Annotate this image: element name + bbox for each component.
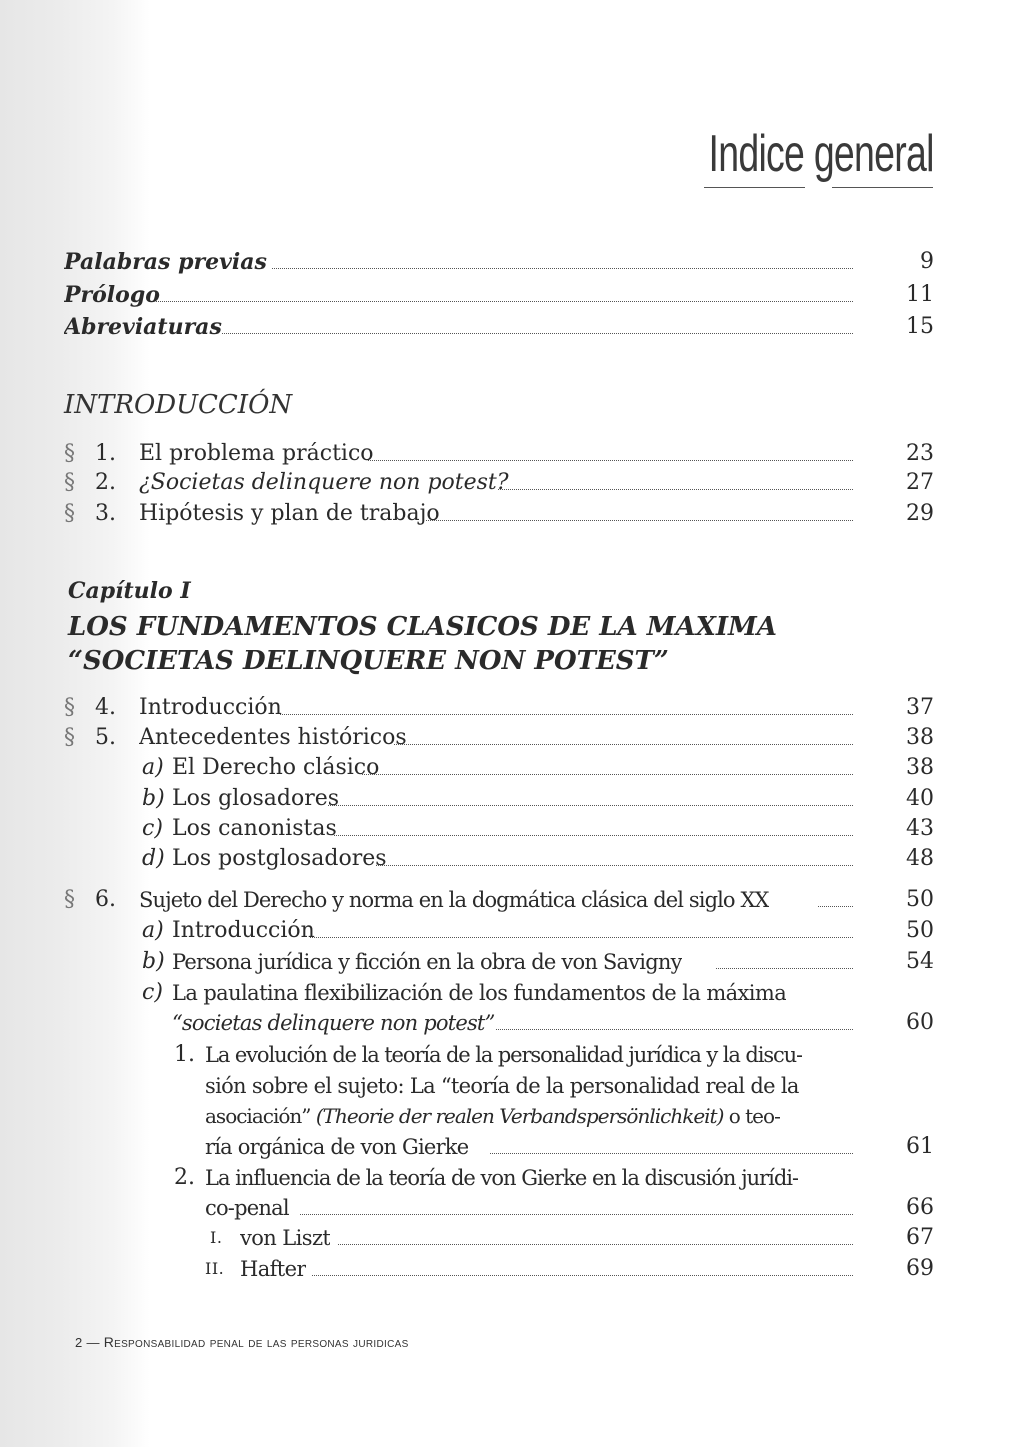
dot-leader xyxy=(338,1222,853,1245)
toc-entry-5d[interactable] xyxy=(0,843,1027,875)
section-sign: § xyxy=(64,695,75,720)
toc-entry-section-6[interactable] xyxy=(0,884,1027,916)
toc-entry-title: Abreviaturas xyxy=(64,314,222,340)
toc-page-number: 38 xyxy=(906,755,934,780)
toc-entry-title: El problema práctico xyxy=(139,441,374,466)
toc-entry-6c-line-2[interactable] xyxy=(0,1007,1027,1039)
footer-running-title: Responsabilidad penal de las personas juridicas xyxy=(103,1334,409,1350)
dot-leader xyxy=(328,783,853,806)
running-footer xyxy=(75,1334,409,1350)
toc-entry-section-1[interactable] xyxy=(0,438,1027,470)
toc-entry-prologo[interactable] xyxy=(0,279,1027,311)
dot-leader xyxy=(334,813,853,836)
toc-entry-title: Prólogo xyxy=(64,282,160,308)
dot-leader xyxy=(362,752,853,775)
toc-entry-title: Palabras previas xyxy=(64,249,267,275)
toc-page-number: 40 xyxy=(906,786,934,811)
dot-leader xyxy=(496,1007,853,1030)
dot-leader xyxy=(426,498,853,521)
item-marker: b) xyxy=(142,786,165,811)
item-marker: b) xyxy=(142,949,165,974)
item-marker: 1. xyxy=(174,1042,195,1067)
toc-entry-6c2-line-1[interactable] xyxy=(0,1162,1027,1194)
dot-leader xyxy=(222,311,853,334)
toc-page-number: 37 xyxy=(906,695,934,720)
toc-entry-title: Sujeto del Derecho y norma en la dogmática clásica del siglo XX xyxy=(139,888,769,912)
toc-entry-6c1-line-4[interactable] xyxy=(0,1131,1027,1163)
item-marker: a) xyxy=(142,918,164,943)
toc-page-number: 38 xyxy=(906,725,934,750)
toc-page-number: 60 xyxy=(906,1010,934,1035)
section-sign: § xyxy=(64,887,75,912)
section-number: 4. xyxy=(95,695,116,720)
section-number: 1. xyxy=(95,441,116,466)
title-underline-right xyxy=(832,187,933,188)
toc-entry-palabras-previas[interactable] xyxy=(0,246,1027,278)
dot-leader xyxy=(490,1131,853,1154)
title-fragment: asociación” xyxy=(205,1104,311,1128)
toc-page-number: 27 xyxy=(906,470,934,495)
dot-leader xyxy=(716,946,853,969)
dot-leader xyxy=(368,438,853,461)
section-number: 2. xyxy=(95,470,116,495)
toc-entry-section-5[interactable] xyxy=(0,722,1027,754)
toc-page-number: 29 xyxy=(906,501,934,526)
toc-entry-title: Introducción xyxy=(172,918,315,943)
title-fragment: o teo- xyxy=(728,1104,780,1128)
dot-leader xyxy=(310,915,853,938)
toc-page-number: 23 xyxy=(906,441,934,466)
toc-entry-section-3[interactable] xyxy=(0,498,1027,530)
chapter-title-line-1: LOS FUNDAMENTOS CLASICOS DE LA MAXIMA xyxy=(68,612,777,642)
title-fragment-german: (Theorie der realen Verbandspersönlichkeit) xyxy=(315,1104,724,1128)
item-marker: c) xyxy=(142,980,163,1005)
section-heading-introduccion: INTRODUCCIÓN xyxy=(64,390,293,420)
toc-entry-6c1-line-3[interactable] xyxy=(0,1100,1027,1132)
toc-page-number: 15 xyxy=(906,314,934,339)
footer-dash: — xyxy=(86,1335,100,1350)
section-sign: § xyxy=(64,470,75,495)
toc-entry-title: Los postglosadores xyxy=(172,846,387,871)
toc-entry-6a[interactable] xyxy=(0,915,1027,947)
page-title: Indice general xyxy=(708,125,934,183)
toc-entry-abreviaturas[interactable] xyxy=(0,311,1027,343)
toc-entry-6c2-i[interactable] xyxy=(0,1222,1027,1254)
section-number: 5. xyxy=(95,725,116,750)
toc-entry-section-4[interactable] xyxy=(0,692,1027,724)
dot-leader xyxy=(818,884,853,907)
toc-entry-title: Persona jurídica y ficción en la obra de von Savigny xyxy=(172,950,682,974)
toc-page-number: 66 xyxy=(906,1195,934,1220)
toc-entry-5b[interactable] xyxy=(0,783,1027,815)
toc-entry-6c1-line-1[interactable] xyxy=(0,1039,1027,1071)
toc-entry-title-continuation: “societas delinquere non potest” xyxy=(172,1011,495,1035)
section-number: 6. xyxy=(95,887,116,912)
toc-entry-title: La influencia de la teoría de von Gierke en la discusión jurídi- xyxy=(205,1166,799,1190)
dot-leader xyxy=(300,1192,853,1215)
footer-page-number: 2 xyxy=(75,1335,83,1350)
chapter-label: Capítulo I xyxy=(68,578,191,604)
toc-page-number: 61 xyxy=(906,1134,934,1159)
dot-leader xyxy=(312,1253,853,1276)
title-underline-left xyxy=(704,187,805,188)
toc-entry-6c-line-1[interactable] xyxy=(0,977,1027,1009)
toc-entry-6b[interactable] xyxy=(0,946,1027,978)
section-sign: § xyxy=(64,725,75,750)
toc-entry-title-continuation xyxy=(205,1100,780,1132)
item-marker: I. xyxy=(210,1228,223,1247)
toc-entry-6c2-ii[interactable] xyxy=(0,1253,1027,1285)
item-marker: d) xyxy=(142,846,165,871)
toc-entry-title-continuation: ría orgánica de von Gierke xyxy=(205,1135,469,1159)
toc-page-number: 50 xyxy=(906,887,934,912)
section-number: 3. xyxy=(95,501,116,526)
toc-entry-title: Hipótesis y plan de trabajo xyxy=(139,501,440,526)
dot-leader xyxy=(156,279,853,302)
section-sign: § xyxy=(64,501,75,526)
dot-leader xyxy=(394,722,853,745)
toc-entry-title: La paulatina flexibilización de los fundamentos de la máxima xyxy=(172,981,787,1005)
dot-leader xyxy=(272,246,853,269)
dot-leader xyxy=(498,467,853,490)
toc-entry-title: Antecedentes históricos xyxy=(139,725,407,750)
toc-page-number: 69 xyxy=(906,1256,934,1281)
section-sign: § xyxy=(64,441,75,466)
chapter-title-line-2: “SOCIETAS DELINQUERE NON POTEST” xyxy=(68,646,669,676)
toc-entry-6c1-line-2[interactable] xyxy=(0,1070,1027,1102)
toc-entry-title: ¿Societas delinquere non potest? xyxy=(139,470,509,495)
item-marker: II. xyxy=(205,1259,225,1278)
toc-entry-title: Los canonistas xyxy=(172,816,337,841)
toc-page-number: 54 xyxy=(906,949,934,974)
item-marker: c) xyxy=(142,816,163,841)
toc-entry-section-2[interactable] xyxy=(0,467,1027,499)
toc-page-number: 9 xyxy=(920,249,934,274)
toc-entry-title: Hafter xyxy=(240,1257,306,1281)
toc-page-number: 67 xyxy=(906,1225,934,1250)
toc-page-number: 43 xyxy=(906,816,934,841)
toc-entry-5a[interactable] xyxy=(0,752,1027,784)
toc-entry-5c[interactable] xyxy=(0,813,1027,845)
toc-page-number: 48 xyxy=(906,846,934,871)
dot-leader xyxy=(376,843,853,866)
toc-page-number: 50 xyxy=(906,918,934,943)
toc-entry-title: Introducción xyxy=(139,695,282,720)
toc-entry-title: von Liszt xyxy=(240,1226,331,1250)
dot-leader xyxy=(280,692,853,715)
toc-entry-title-continuation: sión sobre el sujeto: La “teoría de la personalidad real de la xyxy=(205,1074,799,1098)
toc-entry-title: El Derecho clásico xyxy=(172,755,380,780)
item-marker: a) xyxy=(142,755,164,780)
toc-entry-title-continuation: co-penal xyxy=(205,1196,289,1220)
toc-entry-6c2-line-2[interactable] xyxy=(0,1192,1027,1224)
toc-page-number: 11 xyxy=(906,282,934,307)
toc-entry-title: La evolución de la teoría de la personalidad jurídica y la discu- xyxy=(205,1043,803,1067)
toc-entry-title: Los glosadores xyxy=(172,786,340,811)
item-marker: 2. xyxy=(174,1165,195,1190)
